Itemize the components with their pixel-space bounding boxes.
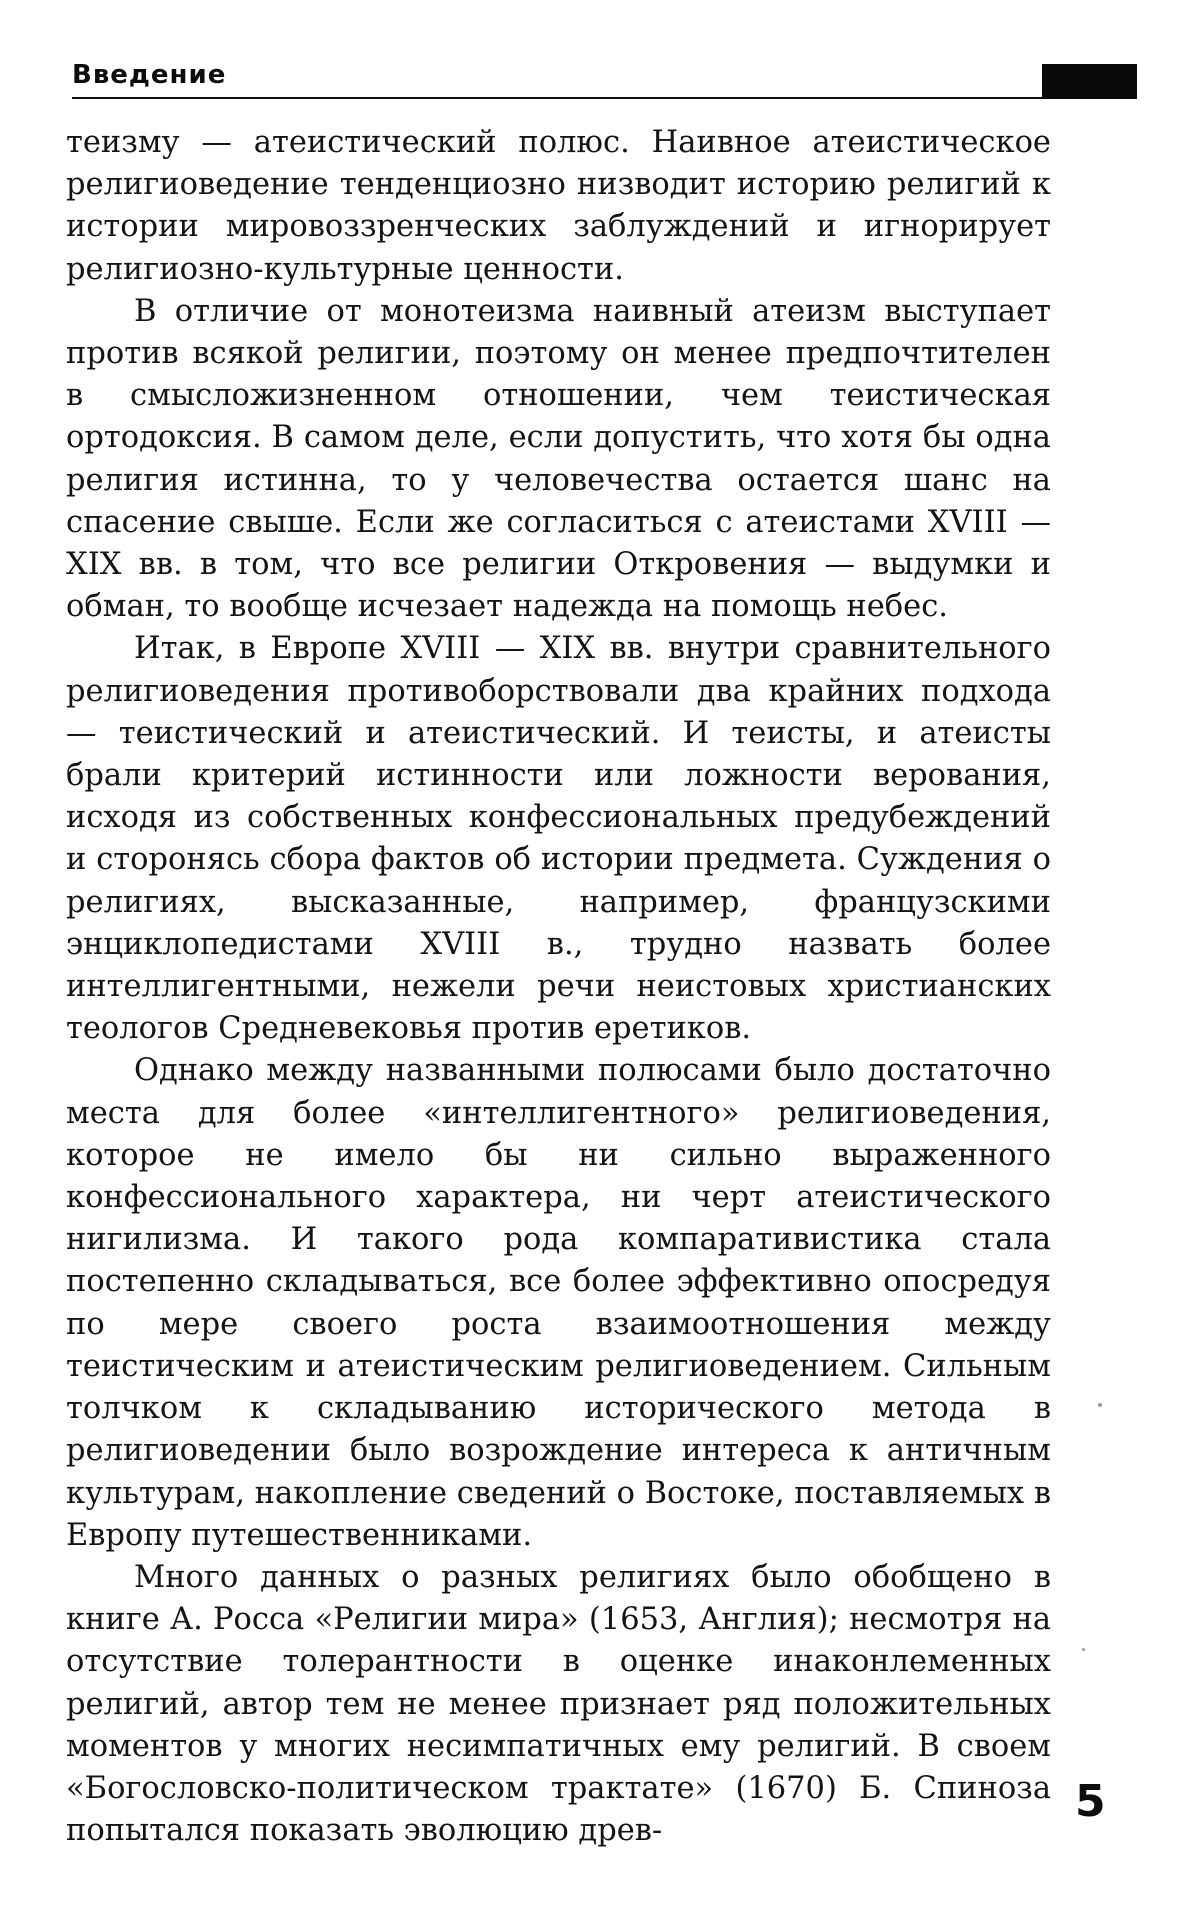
paragraph-1: теизму — атеистический полюс. Наивное атеистическое религиоведение тенденциозно низводит историю религий к истории мировоззренческих заблуждений и игнорирует религиозно-культурные ценности.	[66, 125, 1051, 287]
chapter-title: Введение	[72, 60, 227, 90]
scan-speck	[1082, 1648, 1085, 1651]
page-number: 5	[1075, 1776, 1106, 1827]
paragraph-2: В отличие от монотеизма наивный атеизм выступает против всякой религии, поэтому он менее предпочтителен в смысложизненном отношении, чем теистическая ортодоксия. В самом деле, если допустить, что хотя бы одна религия истинна, то у человечества остается шанс на спасение свыше. Если же согласиться с атеистами XVIII — XIX вв. в том, что все религии Откровения — выдумки и обман, то вообще исчезает надежда на помощь небес.	[66, 293, 1051, 625]
running-header	[72, 60, 1137, 100]
paragraph-5: Много данных о разных религиях было обобщено в книге А. Росса «Религии мира» (1653, Англия); несмотря на отсутствие толерантности в оценке инаконлеменных религий, автор тем не менее признает ряд положительных моментов у многих несимпатичных ему религий. В своем «Богословско-политическом трактате» (1670) Б. Спиноза попытался показать эволюцию древ-	[66, 1559, 1051, 1849]
scan-speck	[1098, 1403, 1102, 1407]
header-rule	[72, 97, 1137, 99]
header-tab-block	[1042, 64, 1137, 99]
paragraph-4: Однако между названными полюсами было достаточно места для более «интеллигентного» религиоведения, которое не имело бы ни сильно выраженного конфессионального характера, ни черт атеистического нигилизма. И такого рода компаративистика стала постепенно складываться, все более эффективно опосредуя по мере своего роста взаимоотношения между теистическим и атеистическим религиоведением. Сильным толчком к складыванию исторического метода в религиоведении было возрождение интереса к античным культурам, накопление сведений о Востоке, поставляемых в Европу путешественниками.	[66, 1053, 1051, 1553]
body-text	[66, 122, 1051, 1852]
paragraph-3: Итак, в Европе XVIII — XIX вв. внутри сравнительного религиоведения противоборствовали два крайних подхода — теистический и атеистический. И теисты, и атеисты брали критерий истинности или ложности верования, исходя из собственных конфессиональных предубеждений и сторонясь сбора фактов об истории предмета. Суждения о религиях, высказанные, например, французскими энциклопедистами XVIII в., трудно назвать более интеллигентными, нежели речи неистовых христианских теологов Средневековья против еретиков.	[66, 631, 1051, 1047]
